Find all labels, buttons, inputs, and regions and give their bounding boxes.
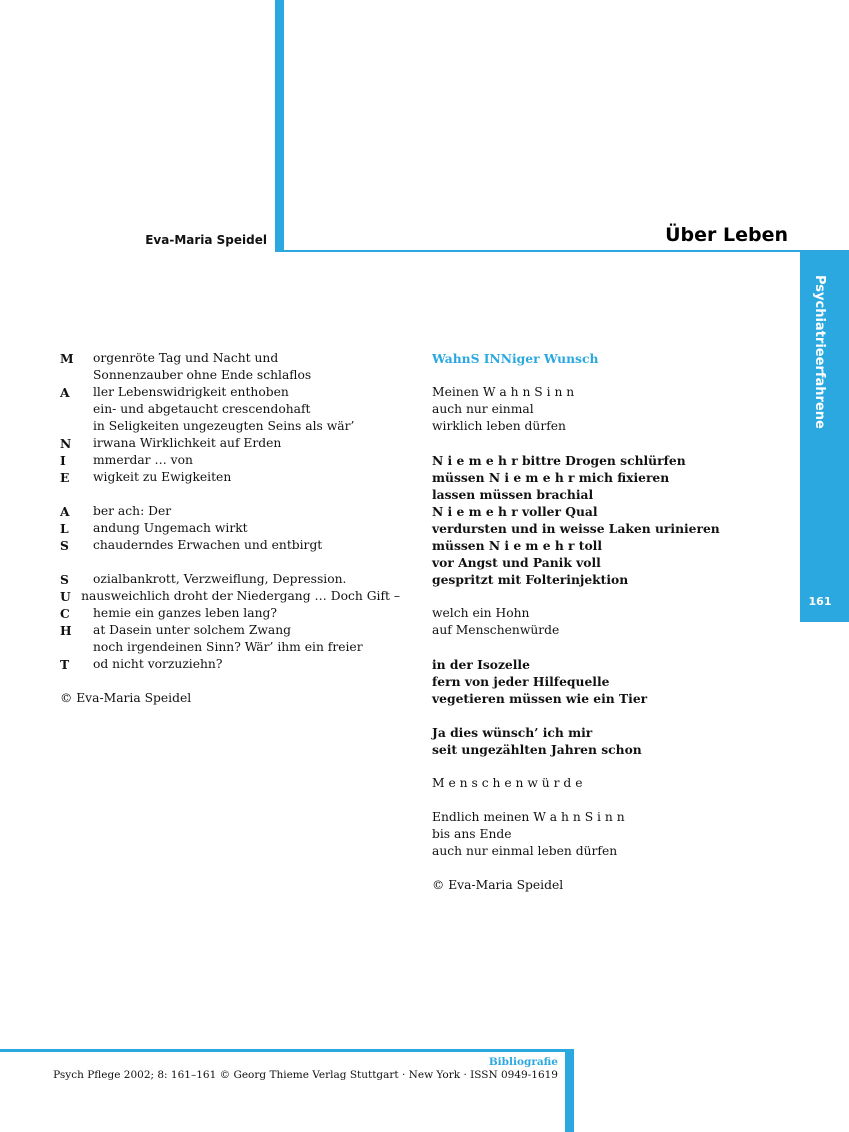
stanza-gap	[432, 367, 792, 384]
acrostic-initial	[60, 401, 93, 418]
poem-line: wirklich leben dürfen	[432, 419, 566, 433]
poem-line: seit ungezählten Jahren schon	[432, 742, 642, 757]
acrostic-copyright: © Eva-Maria Speidel	[60, 691, 192, 705]
acrostic-line-text: orgenröte Tag und Nacht und	[93, 351, 279, 365]
stanza-gap	[432, 758, 792, 775]
acrostic-line-text: ller Lebenswidrigkeit enthoben	[93, 385, 289, 399]
poem-line: M e n s c h e n w ü r d e	[432, 776, 583, 790]
acrostic-line-text: irwana Wirklichkeit auf Erden	[93, 436, 282, 450]
section-label: Psychiatrieerfahrene	[812, 275, 827, 429]
acrostic-line-text: ein- und abgetaucht crescendohaft	[93, 402, 311, 416]
wahnsinn-stanzas	[432, 384, 792, 877]
acrostic-line-text: noch irgendeinen Sinn? Wär’ ihm ein freier	[93, 640, 363, 654]
poem-line: auch nur einmal	[432, 402, 534, 416]
acrostic-initial: A	[60, 504, 70, 519]
acrostic-line-text: chauderndes Erwachen und entbirgt	[93, 538, 323, 552]
header-author: Eva-Maria Speidel	[145, 233, 267, 247]
acrostic-line	[60, 367, 400, 384]
acrostic-line-text: nausweichlich droht der Niedergang … Doch Gift –	[81, 589, 400, 603]
stanza-gap	[432, 707, 792, 724]
page-number: 161	[808, 595, 832, 608]
acrostic-line-text: at Dasein unter solchem Zwang	[93, 623, 292, 637]
stanza-gap	[432, 792, 792, 809]
poem-line: Endlich meinen W a h n S i n n	[432, 810, 625, 824]
stanza-gap	[60, 554, 400, 571]
acrostic-line-text: hemie ein ganzes leben lang?	[93, 606, 277, 620]
acrostic-line	[60, 469, 400, 486]
acrostic-initial: H	[60, 623, 72, 638]
acrostic-line	[60, 503, 400, 520]
stanza-gap	[432, 639, 792, 656]
acrostic-line	[60, 656, 400, 673]
poem-line: welch ein Hohn	[432, 606, 530, 620]
stanza-gap	[60, 486, 400, 503]
acrostic-line	[60, 622, 400, 639]
poem-line: auch nur einmal leben dürfen	[432, 844, 618, 858]
acrostic-line-text: ber ach: Der	[93, 504, 172, 518]
acrostic-line	[60, 639, 400, 656]
poem-line: müssen N i e m e h r toll	[432, 538, 603, 553]
bibliography-heading: Bibliografie	[488, 1056, 558, 1068]
acrostic-initial: N	[60, 436, 72, 451]
acrostic-initial: U	[60, 589, 71, 604]
acrostic-line	[60, 452, 400, 469]
acrostic-initial	[60, 418, 93, 435]
acrostic-line-text: mmerdar … von	[93, 453, 193, 467]
acrostic-line	[60, 588, 400, 605]
acrostic-line	[60, 435, 400, 452]
poem-line: bis ans Ende	[432, 827, 512, 841]
header-rule	[275, 250, 849, 252]
poem-line: in der Isozelle	[432, 657, 530, 672]
stanza-gap	[432, 435, 792, 452]
acrostic-line	[60, 605, 400, 622]
acrostic-poem	[60, 350, 400, 707]
acrostic-line-text: wigkeit zu Ewigkeiten	[93, 470, 232, 484]
poem-line: müssen N i e m e h r mich fixieren	[432, 470, 670, 485]
acrostic-line-text: andung Ungemach wirkt	[93, 521, 248, 535]
acrostic-initial: A	[60, 385, 70, 400]
poem-line: Ja dies wünsch’ ich mir	[432, 725, 593, 740]
poem-line: N i e m e h r voller Qual	[432, 504, 598, 519]
stanza-gap	[60, 673, 400, 690]
acrostic-line-text: od nicht vorzuziehn?	[93, 657, 223, 671]
acrostic-initial: S	[60, 572, 69, 587]
acrostic-line	[60, 520, 400, 537]
acrostic-initial: I	[60, 453, 66, 468]
acrostic-line	[60, 384, 400, 401]
acrostic-line-text: ozialbankrott, Verzweiflung, Depression.	[93, 572, 347, 586]
poem-line: fern von jeder Hilfequelle	[432, 674, 610, 689]
acrostic-line-text: Sonnenzauber ohne Ende schlaflos	[93, 368, 312, 382]
acrostic-line	[60, 350, 400, 367]
acrostic-stanzas	[60, 350, 400, 690]
poem-line: vor Angst und Panik voll	[432, 555, 601, 570]
poem-line: N i e m e h r bittre Drogen schlürfen	[432, 453, 686, 468]
poem-line: lassen müssen brachial	[432, 487, 594, 502]
poem-line: vegetieren müssen wie ein Tier	[432, 691, 648, 706]
footer-rule	[0, 1049, 574, 1052]
stanza-gap	[432, 588, 792, 605]
poem-line: auf Menschenwürde	[432, 623, 560, 637]
acrostic-initial: L	[60, 521, 69, 536]
acrostic-initial: C	[60, 606, 70, 621]
page-title: Über Leben	[665, 224, 788, 246]
acrostic-initial: T	[60, 657, 70, 672]
poem-line: gespritzt mit Folterinjektion	[432, 572, 629, 587]
acrostic-line-text: in Seligkeiten ungezeugten Seins als wär’	[93, 419, 355, 433]
bibliography-citation: Psych Pflege 2002; 8: 161–161 © Georg Thieme Verlag Stuttgart · New York · ISSN 0949-1619	[53, 1069, 558, 1081]
top-accent-bar	[275, 0, 284, 252]
acrostic-line	[60, 537, 400, 554]
acrostic-line	[60, 418, 400, 435]
poem-line: Meinen W a h n S i n n	[432, 385, 575, 399]
poem-copyright: © Eva-Maria Speidel	[432, 878, 564, 892]
acrostic-line	[60, 401, 400, 418]
poem-line: verdursten und in weisse Laken urinieren	[432, 521, 720, 536]
acrostic-initial	[60, 639, 93, 656]
stanza-gap	[432, 860, 792, 877]
wahnsinn-poem	[432, 350, 792, 894]
acrostic-initial: S	[60, 538, 69, 553]
acrostic-initial	[60, 367, 93, 384]
acrostic-line	[60, 571, 400, 588]
acrostic-initial: E	[60, 470, 70, 485]
acrostic-initial: M	[60, 351, 74, 366]
footer-accent-bar	[565, 1049, 574, 1132]
poem-title: WahnS INNiger Wunsch	[432, 351, 599, 366]
